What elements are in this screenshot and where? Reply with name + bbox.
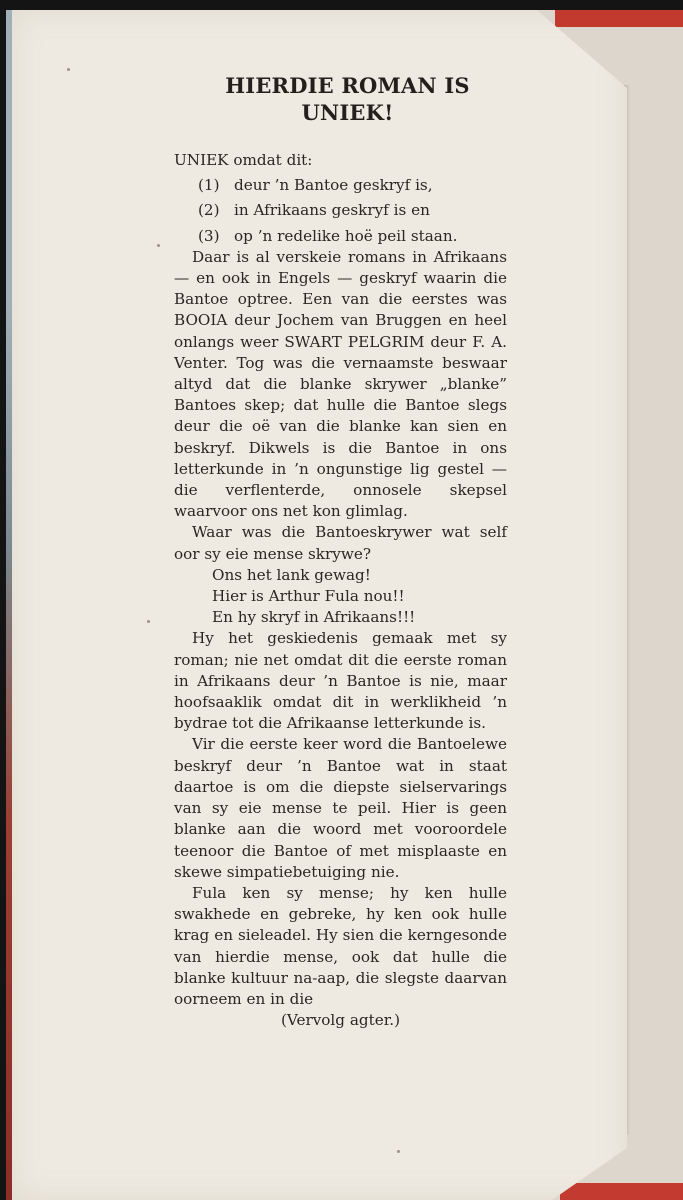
paper-speck (147, 620, 150, 623)
reason-number: (1) (198, 176, 220, 195)
paper-speck (67, 68, 70, 71)
paragraph: Vir die eerste keer word die Bantoelewe beskryf deur ’n Bantoe wat in staat daartoe is om die diepste sielservarings van sy eie mense te peil. Hier is geen blanke aan die woord met vooroordele teenoor die Bantoe of met misplaaste en skewe simpatiebetuiging nie. (174, 735, 507, 881)
reasons-list (174, 175, 507, 247)
red-cover-strip-top (555, 10, 683, 27)
exclamation-block (174, 565, 507, 629)
reason-number: (2) (198, 201, 220, 220)
flap-text (174, 72, 507, 1031)
exclamation-line: Hier is Arthur Fula nou!! (212, 587, 405, 606)
reason-item (174, 226, 507, 247)
reason-item (174, 175, 507, 196)
intro-line: UNIEK omdat dit: (174, 151, 313, 169)
paper-speck (397, 1150, 400, 1153)
reason-text: deur ’n Bantoe geskryf is, (234, 176, 433, 195)
reason-number: (3) (198, 226, 220, 245)
red-cover-strip-bottom (560, 1183, 683, 1200)
exclamation-line: En hy skryf in Afrikaans!!! (212, 608, 416, 627)
paragraph: Waar was die Bantoeskrywer wat self oor sy eie mense skrywe? (174, 523, 507, 563)
page-title (168, 72, 527, 126)
paper-speck (157, 244, 160, 247)
continued-note: (Vervolg agter.) (280, 1011, 401, 1030)
paragraph: Hy het geskiedenis gemaak met sy roman; nie net omdat dit die eerste roman in Afrikaans deur ’n Bantoe is nie, maar hoofsaaklik omdat dit in werklikheid ’n bydrae tot die Afrikaanse letterkunde is. (174, 629, 507, 733)
title-line-1: HIERDIE ROMAN IS (225, 73, 470, 98)
reason-item (174, 200, 507, 221)
reason-text: op ’n redelike hoë peil staan. (234, 226, 458, 245)
title-line-2: UNIEK! (301, 100, 394, 125)
exclamation-line: Ons het lank gewag! (212, 565, 371, 584)
paragraph: Daar is al verskeie romans in Afrikaans — en ook in Engels — geskryf waarin die Bantoe optree. Een van die eerstes was BOOIA deur Jochem van Bruggen en heel onlangs weer SWART PELGRIM deur F. A. Venter. Tog was die vernaamste beswaar altyd dat die blanke skrywer „blanke” Bantoes skep; dat hulle die Bantoe slegs deur die oë van die blanke kan sien en beskryf. Dikwels is die Bantoe in ons letterkunde in ’n ongunstige lig gestel — die verflenterde, onnosele skepsel waarvoor ons net kon glimlag. (174, 247, 507, 521)
reason-text: in Afrikaans geskryf is en (234, 201, 430, 220)
paragraph: Fula ken sy mense; hy ken hulle swakhede en gebreke, hy ken ook hulle krag en sieleadel. Hy sien die kerngesonde van hierdie mense, ook dat hulle die blanke kultuur na-aap, die slegste daarvan oorneem en in die (174, 883, 507, 1008)
